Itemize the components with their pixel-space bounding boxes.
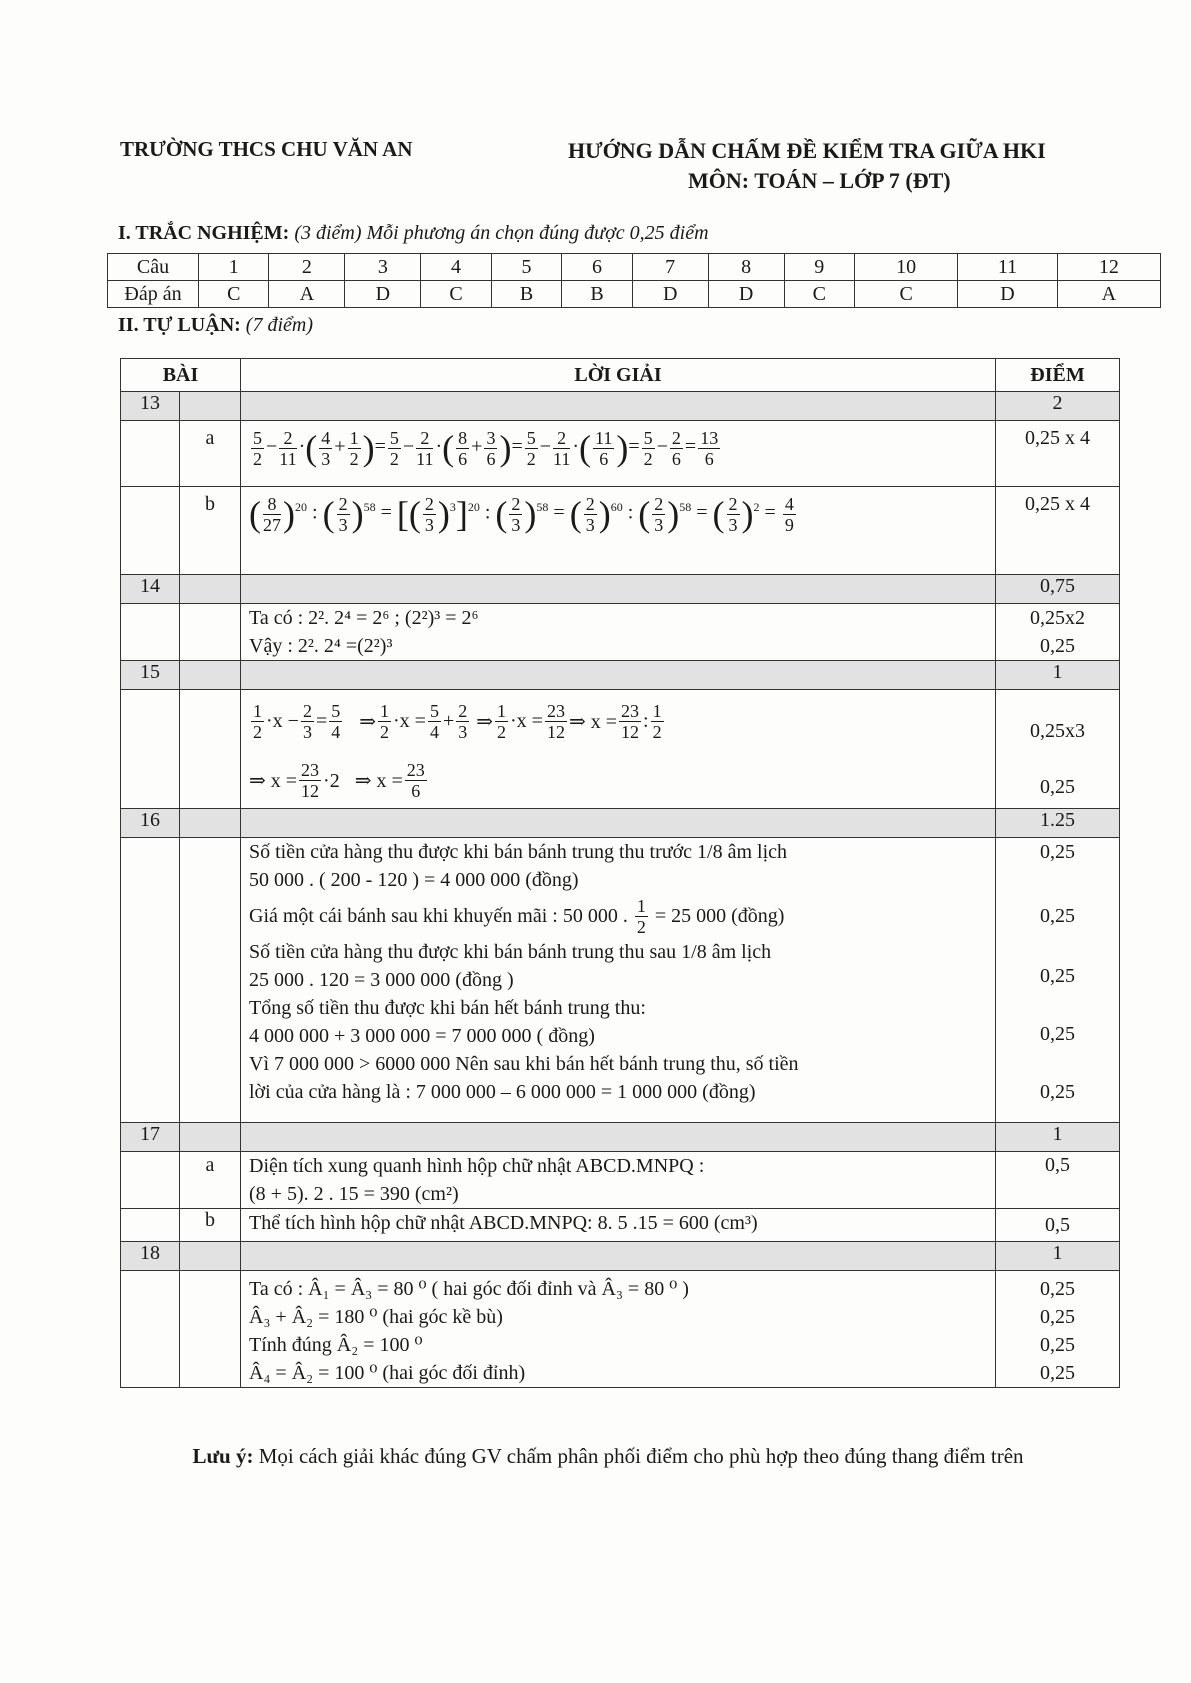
section1-heading: I. TRẮC NGHIỆM: (3 điểm) Mỗi phương án chọn đúng được 0,25 điểm xyxy=(118,222,709,244)
col-bai: BÀI xyxy=(121,359,241,392)
subject-title: MÔN: TOÁN – LỚP 7 (ĐT) xyxy=(688,168,951,193)
problem-14-solution xyxy=(121,604,1120,661)
col-diem: ĐIỂM xyxy=(996,359,1120,392)
mc-answer: C xyxy=(199,281,269,308)
points: 0,5 xyxy=(996,1152,1120,1209)
problem-row-15 xyxy=(121,661,1120,690)
solution-line: (8 + 5). 2 . 15 = 390 (cm²) xyxy=(249,1183,459,1205)
mc-answer: B xyxy=(562,281,632,308)
points: 0,25 xyxy=(1040,965,1075,987)
mc-question: 2 xyxy=(269,254,345,281)
document-header xyxy=(120,132,1111,202)
mc-question: 9 xyxy=(784,254,854,281)
problem-number: 13 xyxy=(121,392,180,421)
problem-row-13 xyxy=(121,392,1120,421)
problem-row-18 xyxy=(121,1242,1120,1271)
solution-line: Vậy : 2². 2⁴ =(2²)³ xyxy=(249,635,393,657)
points: 0,25 xyxy=(1040,841,1075,863)
solution-line: Số tiền cửa hàng thu được khi bán bánh trung thu trước 1/8 âm lịch xyxy=(249,841,788,863)
solution-line: Vì 7 000 000 > 6000 000 Nên sau khi bán hết bánh trung thu, số tiền xyxy=(249,1053,799,1075)
solution-line: Thể tích hình hộp chữ nhật ABCD.MNPQ: 8. 5 .15 = 600 (cm³) xyxy=(249,1212,758,1234)
points: 0,25 xyxy=(1040,1023,1075,1045)
solution-13b-formula: ( $\frac{8}{27}$ )$^{20}$ : ( $\frac{2}{3}$ )$^{58}$ = [( $\frac{2}{3}$ )$^3$]$^{20}$ : ( $\frac{2}{3}$ )$^{58}$ = ( $\frac{2}{3}$ )$^{60}$ : ( $\frac{2}{3}$ )$^{58}$ = ( $\frac{2}{3}$ )$^2$ = $\frac{4}{9}$ xyxy=(241,487,996,575)
essay-grading-table xyxy=(120,358,1120,1388)
mc-answer: D xyxy=(345,281,421,308)
mc-answer: A xyxy=(1057,281,1160,308)
problem-number: 16 xyxy=(121,809,180,838)
multiple-choice-table xyxy=(107,253,1161,308)
points: 0,25 x 4 xyxy=(996,487,1120,575)
problem-row-16 xyxy=(121,809,1120,838)
points: 0,25 xyxy=(1040,1334,1075,1356)
mc-answer-row xyxy=(108,281,1161,308)
problem-17b xyxy=(121,1209,1120,1242)
problem-13a xyxy=(121,421,1120,487)
mc-question: 8 xyxy=(708,254,784,281)
problem-total-points: 1 xyxy=(996,1242,1120,1271)
mc-answer: C xyxy=(784,281,854,308)
part-label: a xyxy=(180,1152,241,1209)
mc-question: 7 xyxy=(632,254,708,281)
mc-answer: D xyxy=(708,281,784,308)
points: 0,25x3 xyxy=(1030,720,1085,742)
mc-question: 6 xyxy=(562,254,632,281)
solution-line: Ta có : Â₁ = Â₃ = 80 ⁰ ( hai góc đối đỉnh và Â₃ = 80 ⁰ ) xyxy=(249,1278,689,1300)
mc-question: 10 xyxy=(855,254,958,281)
school-name: TRƯỜNG THCS CHU VĂN AN xyxy=(120,137,413,161)
points: 0,25 xyxy=(1040,905,1075,927)
mc-question: 3 xyxy=(345,254,421,281)
mc-answer: C xyxy=(855,281,958,308)
problem-13b xyxy=(121,487,1120,575)
problem-total-points: 1 xyxy=(996,661,1120,690)
solution-line: Số tiền cửa hàng thu được khi bán bánh trung thu sau 1/8 âm lịch xyxy=(249,941,772,963)
problem-row-17 xyxy=(121,1123,1120,1152)
solution-line: Tổng số tiền thu được khi bán hết bánh trung thu: xyxy=(249,997,646,1019)
document-title: HƯỚNG DẪN CHẤM ĐỀ KIỂM TRA GIỮA HKI xyxy=(568,138,1046,163)
problem-number: 18 xyxy=(121,1242,180,1271)
problem-total-points: 2 xyxy=(996,392,1120,421)
points: 0,25 xyxy=(1040,776,1075,798)
problem-15-solution xyxy=(121,690,1120,809)
mc-question: 4 xyxy=(421,254,491,281)
section2-heading: II. TỰ LUẬN: (7 điểm) xyxy=(118,314,313,336)
problem-total-points: 0,75 xyxy=(996,575,1120,604)
mc-row-label: Câu xyxy=(108,254,199,281)
points: 0,25 xyxy=(1040,1362,1075,1384)
essay-header-row xyxy=(121,359,1120,392)
solution-line: 4 000 000 + 3 000 000 = 7 000 000 ( đồng) xyxy=(249,1025,595,1047)
solution-line: Giá một cái bánh sau khi khuyến mãi : 50 000 . $\frac{1}{2}$ = 25 000 (đồng) xyxy=(249,895,785,937)
problem-total-points: 1 xyxy=(996,1123,1120,1152)
solution-line: lời của cửa hàng là : 7 000 000 – 6 000 000 = 1 000 000 (đồng) xyxy=(249,1081,756,1103)
part-label: a xyxy=(180,421,241,487)
problem-total-points: 1.25 xyxy=(996,809,1120,838)
problem-18-solution xyxy=(121,1271,1120,1388)
mc-question: 12 xyxy=(1057,254,1160,281)
problem-16-solution xyxy=(121,838,1120,1123)
mc-question: 5 xyxy=(491,254,561,281)
solution-line: 25 000 . 120 = 3 000 000 (đồng ) xyxy=(249,969,514,991)
points: 0,5 xyxy=(996,1209,1120,1242)
solution-13a-formula: $\frac{5}{2}$ − $\frac{2}{11}$ ·( $\frac{4}{3}$ + $\frac{1}{2}$ )= $\frac{5}{2}$ − $\frac{2}{11}$ ·( $\frac{8}{6}$ + $\frac{3}{6}$ )= $\frac{5}{2}$ − $\frac{2}{11}$ ·( $\frac{11}{6}$ )= $\frac{5}{2}$ − $\frac{2}{6}$ = $\frac{13}{6}$ xyxy=(241,421,996,487)
mc-question: 1 xyxy=(199,254,269,281)
mc-question: 11 xyxy=(958,254,1058,281)
mc-question-row xyxy=(108,254,1161,281)
problem-17a xyxy=(121,1152,1120,1209)
mc-answer: A xyxy=(269,281,345,308)
solution-line: Diện tích xung quanh hình hộp chữ nhật ABCD.MNPQ : xyxy=(249,1155,705,1177)
points: 0,25 x 4 xyxy=(996,421,1120,487)
mc-answer: D xyxy=(632,281,708,308)
part-label: b xyxy=(180,1209,241,1242)
mc-answer: C xyxy=(421,281,491,308)
points: 0,25x2 xyxy=(1030,607,1085,629)
mc-answer: D xyxy=(958,281,1058,308)
part-label: b xyxy=(180,487,241,575)
points: 0,25 xyxy=(1040,1081,1075,1103)
solution-line: 50 000 . ( 200 - 120 ) = 4 000 000 (đồng) xyxy=(249,869,579,891)
problem-number: 14 xyxy=(121,575,180,604)
problem-number: 15 xyxy=(121,661,180,690)
points: 0,25 xyxy=(1040,635,1075,657)
points: 0,25 xyxy=(1040,1306,1075,1328)
solution-line: Â₄ = Â₂ = 100 ⁰ (hai góc đối đỉnh) xyxy=(249,1362,526,1384)
grading-note: Lưu ý: Mọi cách giải khác đúng GV chấm phân phối điểm cho phù hợp theo đúng thang điểm trên xyxy=(192,1444,1024,1468)
solution-line: Tính đúng Â₂ = 100 ⁰ xyxy=(249,1334,423,1356)
solution-line: Â₃ + Â₂ = 180 ⁰ (hai góc kề bù) xyxy=(249,1306,503,1328)
solution-line: Ta có : 2². 2⁴ = 2⁶ ; (2²)³ = 2⁶ xyxy=(249,607,479,629)
solution-15-formula: $\frac{1}{2}$ ·x − $\frac{2}{3}$ = $\frac{5}{4}$ ⇒ $\frac{1}{2}$ ·x = $\frac{5}{4}$ + $\frac{2}{3}$ ⇒ $\frac{1}{2}$ ·x = $\frac{23}{12}$ ⇒ x = $\frac{23}{12}$ : $\frac{1}{2}$ ⇒ x = $\frac{23}{12}$ ·2 ⇒ x = $\frac{23}{6}$ xyxy=(241,690,996,809)
col-loigiai: LỜI GIẢI xyxy=(241,359,996,392)
mc-answer: B xyxy=(491,281,561,308)
problem-row-14 xyxy=(121,575,1120,604)
mc-row-label: Đáp án xyxy=(108,281,199,308)
points: 0,25 xyxy=(1040,1278,1075,1300)
problem-number: 17 xyxy=(121,1123,180,1152)
